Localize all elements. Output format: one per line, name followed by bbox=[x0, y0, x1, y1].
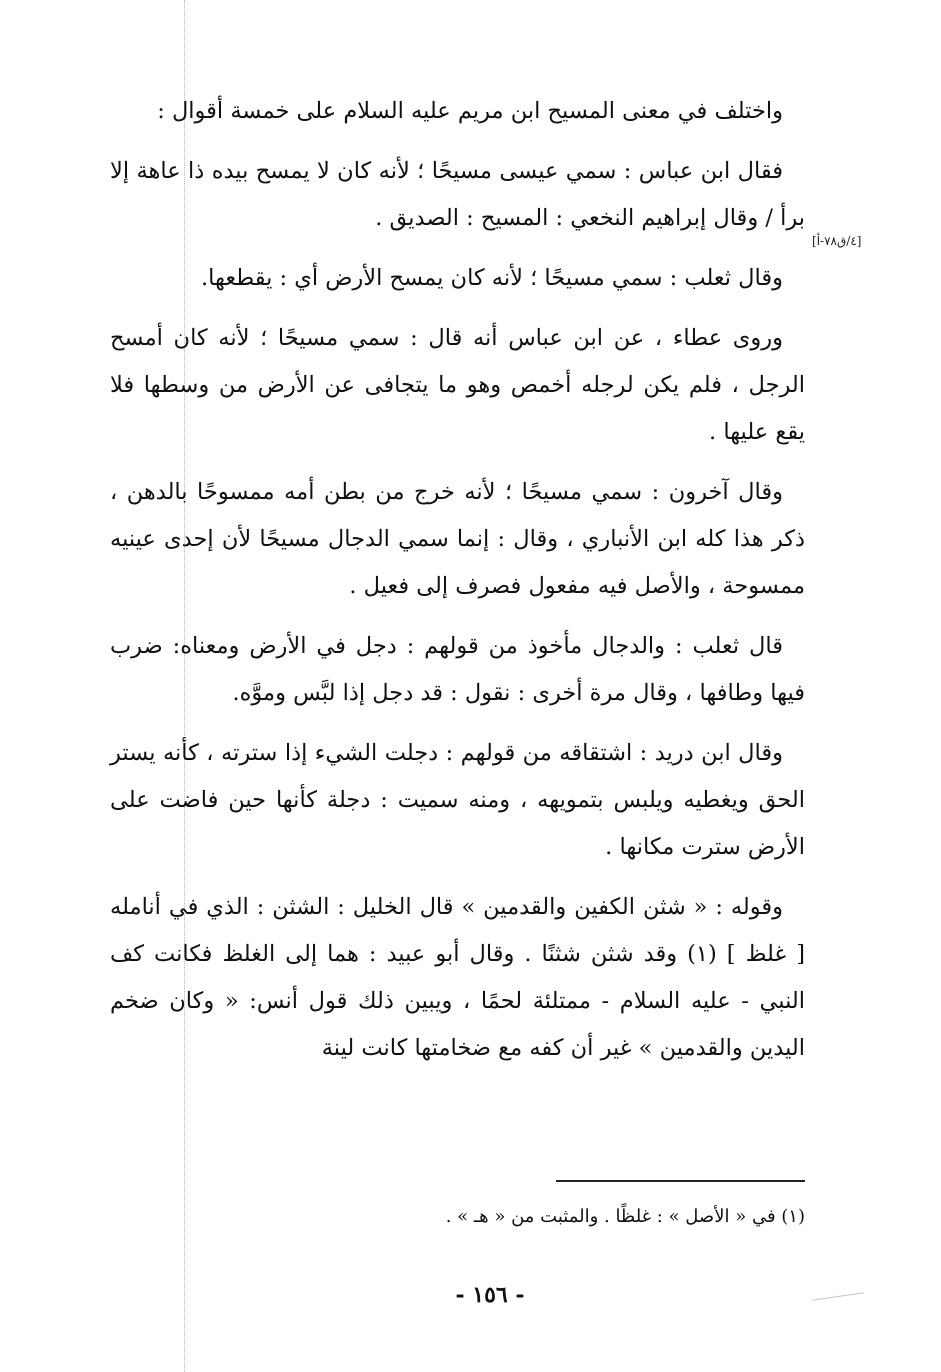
paragraph-ata: وروى عطاء ، عن ابن عباس أنه قال : سمي مسيحًا ؛ لأنه كان أمسح الرجل ، فلم يكن لرجله أخمص وهو ما يتجافى عن الأرض من وسطها فلا يقع عليها . bbox=[110, 325, 805, 445]
scan-mark bbox=[812, 1292, 864, 1300]
paragraph-dajjal-thalab: قال ثعلب : والدجال مأخوذ من قولهم : دجل في الأرض ومعناه: ضرب فيها وطافها ، وقال مرة أخرى : نقول : قد دجل إذا لبَّس وموَّه. bbox=[110, 633, 805, 706]
paragraph-thalab: وقال ثعلب : سمي مسيحًا ؛ لأنه كان يمسح الأرض أي : يقطعها. bbox=[201, 265, 783, 291]
paragraph-shathn: وقوله : « شثن الكفين والقدمين » قال الخليل : الشثن : الذي في أنامله [ غلظ ] (١) وقد شثن شثنًا . وقال أبو عبيد : هما إلى الغلظ فكانت كف النبي - عليه السلام - ممتلئة لحمًا ، ويبين ذلك قول أنس: « وكان ضخم اليدين والقدمين » غير أن كفه مع ضخامتها كانت لينة bbox=[110, 894, 805, 1061]
footnote: (١) في « الأصل » : غلظًا . والمثبت من « هـ » . bbox=[445, 1206, 805, 1227]
paragraph-ibn-abbas: فقال ابن عباس : سمي عيسى مسيحًا ؛ لأنه كان لا يمسح بيده ذا عاهة إلا برأ / وقال إبراهيم النخعي : المسيح : الصديق . bbox=[110, 158, 805, 231]
page-number: - ١٥٦ - bbox=[455, 1282, 525, 1308]
main-text bbox=[110, 88, 805, 1085]
paragraph-ibn-durayd: وقال ابن دريد : اشتقاقه من قولهم : دجلت الشيء إذا سترته ، كأنه يستر الحق ويغطيه ويلبس بتمويهه ، ومنه سميت : دجلة كأنها حين فاضت على الأرض سترت مكانها . bbox=[110, 740, 805, 860]
manuscript-folio-reference: [٤/ق٧٨-أ] bbox=[812, 234, 862, 248]
paragraph-intro: واختلف في معنى المسيح ابن مريم عليه السلام على خمسة أقوال : bbox=[157, 98, 783, 124]
paragraph-others: وقال آخرون : سمي مسيحًا ؛ لأنه خرج من بطن أمه ممسوحًا بالدهن ، ذكر هذا كله ابن الأنباري ، وقال : إنما سمي الدجال مسيحًا لأن إحدى عينيه ممسوحة ، والأصل فيه مفعول فصرف إلى فعيل . bbox=[110, 479, 805, 599]
footnote-separator bbox=[556, 1180, 805, 1182]
